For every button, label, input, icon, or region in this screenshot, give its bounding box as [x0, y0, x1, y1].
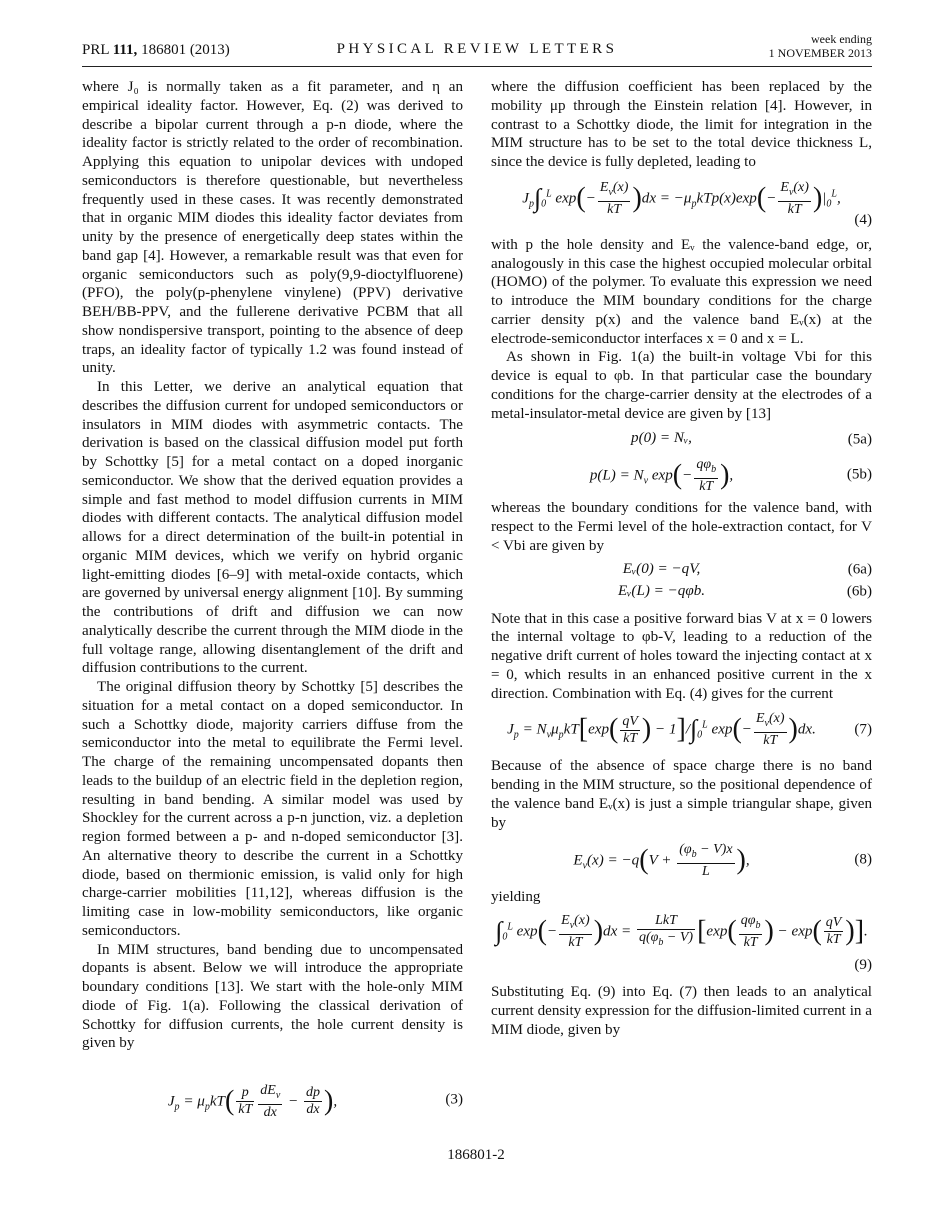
header-rule — [82, 66, 872, 67]
equation-text: Eᵥ(L) = −qφb. — [617, 582, 706, 599]
date: 1 NOVEMBER 2013 — [768, 46, 872, 60]
paragraph: As shown in Fig. 1(a) the built-in voltage Vbi for this device is equal to φb. In that particular case the boundary conditions for the charge-carrier density at the electrodes of a metal-insulator-metal device are given by [13] — [491, 349, 872, 422]
equation-text: p(0) = Nᵥ, — [631, 430, 692, 447]
paragraph: with p the hole density and Eᵥ the valence-band edge, or, analogously in this case the highest occupied molecular orbital (HOMO) of the polymer. To evaluate this expression we need to introduce the MIM boundary conditions for the charge carrier density p(x) and the valence band Eᵥ(x) at the electrode-semiconductor interfaces x = 0 and x = L. — [491, 236, 872, 347]
journal-abbrev: PRL — [82, 42, 109, 58]
equation-number: (7) — [854, 721, 872, 738]
paragraph: In MIM structures, band bending due to uncompensated dopants is absent. Below we will introduce the appropriate boundary conditions [13]. We start with the hole-only MIM diode of Fig. 1(a). Following the classical derivation of Schottky for diffusion currents, the hole current density is given by — [82, 941, 463, 1052]
paragraph: whereas the boundary conditions for the valence band, with respect to the Fermi level of the hole-extraction contact, for V < Vbi are given by — [491, 500, 872, 554]
week-label: week ending — [811, 32, 872, 46]
left-column — [82, 78, 463, 1129]
equation-number: (5a) — [847, 431, 872, 448]
issue-date — [769, 32, 872, 60]
volume: 111, — [112, 42, 138, 58]
article-id: 186801 (2013) — [141, 42, 230, 58]
page-number: 186801-2 — [447, 1147, 505, 1163]
paragraph: In this Letter, we derive an analytical equation that describes the diffusion current for undoped semiconductors or insulators in MIM diodes with asymmetric contacts. The derivation is based on the classical diffusion model put forth by Schottky [5] for a metal contact on a doped inorganic semiconductor. We show that the derived equation provides a simple and fast method to model diffusion currents in MIM diodes with different contacts. The analytical diffusion model allows for a direct determination of the built-in potential in organic MIM devices, which we verify on hybrid organic light-emitting diodes [6–9] with metal-oxide contacts, which are governed by universal energy alignment [10]. By summing the contributions of drift and diffusion we can now analytically describe the current through the MIM diode in the full voltage range, allowing disentanglement of the drift and diffusion contributions to the current. — [82, 379, 463, 677]
paragraph: Substituting Eq. (9) into Eq. (7) then leads to an analytical current density expression for the diffusion-limited current in a MIM diode, given by — [491, 984, 872, 1038]
equation-number: (6b) — [846, 583, 872, 600]
paragraph: yielding — [491, 889, 541, 906]
page-header — [82, 30, 872, 64]
paragraph: Note that in this case a positive forward bias V at x = 0 lowers the internal voltage to φb-V, leading to a reduction of the negative drift current of holes toward the injecting contact at x = 0, which results in an enhanced positive current in the x direction. Combination with Eq. (4) gives for the current — [491, 610, 872, 702]
equation-6b — [491, 582, 872, 602]
equation-number: (6a) — [847, 561, 872, 578]
paragraph: where the diffusion coefficient has been replaced by the mobility μp through the Einstein relation [4]. However, in contrast to a Schottky diode, the limit for integration in the MIM structure has to be set to the total device thickness L, since the device is fully depleted, leading to — [491, 79, 872, 170]
equation-5a — [491, 429, 872, 451]
journal-title: PHYSICAL REVIEW LETTERS — [336, 41, 618, 57]
equation-number: (3) — [445, 1091, 463, 1108]
equation-number: (8) — [854, 851, 872, 868]
equation-number: (9) — [854, 957, 872, 974]
equation-text: Eᵥ(0) = −qV, — [622, 560, 701, 577]
paragraph: where J₀ is normally taken as a fit parameter, and η an empirical ideality factor. However, Eq. (2) was derived to describe a bipolar current through a p-n diode, where the ideality factor is strictly related to the order of recombination. Applying this equation to unipolar devices with undoped semiconductors is therefore questionable, but nevertheless frequently used in these cases. It was recently demonstrated that in organic MIM diodes this ideality factor deviates from unity by the presence of energetically deep states within the band gap [4]. However, a remarkable result was that even for organic semiconductors such as poly(9,9-dioctylfluorene) (PFO), the poly(p-phenylene vinylene) (PPV) derivative BEH/BB-PPV, and the fullerene derivative PCBM that all show nondispersive transport, pointing to the absence of deep traps, an ideality factor of typically 1.2 was found instead of unity. — [82, 79, 463, 377]
equation-9: $\int_0^L$ exp(− $\frac{E_v(x)}{kT}$ )dx = $\frac{\text{LkT}}{q(\varphi_b - V)}$ [exp( $\frac{q\varphi_b}{kT}$ ) − exp( $\frac{qV}{kT}$ )]. (9) — [495, 913, 872, 974]
right-column — [491, 78, 872, 1039]
equation-3: $J_p = \mu_pkT$( $\frac{p}{kT}$ $\frac{dE_v}{dx}$ − $\frac{dp}{dx}$ ), (3) — [167, 1083, 463, 1120]
equation-8: $E_v(x) = -q(V$ + $\frac{(\varphi_b - V)x}{L}$ ), (8) — [573, 842, 872, 880]
equation-number: (5b) — [846, 466, 872, 483]
equation-number: (4) — [854, 212, 872, 228]
equation-6a — [491, 560, 872, 580]
paragraph: The original diffusion theory by Schottky [5] describes the situation for a metal contact on a doped semiconductor. In such a Schottky diode, majority carriers diffuse from the semiconductor into the metal to equilibrate the Fermi level. The charge of the remaining uncompensated dopants then leads to the buildup of an electric field in the depletion region, resulting in band bending. A similar model was used by Shockley for the current across a p-n junction, viz. a depletion region formed between a p- and n-doped semiconductor [3]. An alternative theory to describe the current in a Schottky diode, based on thermionic emission, is valid only for high charge-carrier mobilities [11,12], whereas diffusion is the limiting case in low-mobility semiconductors, like organic semiconductors. — [82, 679, 463, 939]
equation-5b: $p(L) = N_v$ exp(− $\frac{q\varphi_b}{kT}$ ), (5b) — [589, 457, 872, 495]
equation-7: $J_p = N_v\mu_pkT[\exp$( $\frac{qV}{kT}$ ) − $1]/\int_0^L$ exp(− $\frac{E_v(x)}{kT}$ )dx. (7) — [507, 711, 872, 749]
equation-4: $J_p\int_0^L$ exp(− $\frac{E_v(x)}{kT}$ )$dx = -\mu_pkTp(x)\exp(-$ $\frac{E_v(x)}{kT}$ )$|_0^L$, (4) — [522, 179, 872, 228]
paragraph: Because of the absence of space charge there is no band bending in the MIM structure, so the positional dependence of the valence band Eᵥ(x) is just a simple triangular shape, given by — [491, 758, 872, 831]
